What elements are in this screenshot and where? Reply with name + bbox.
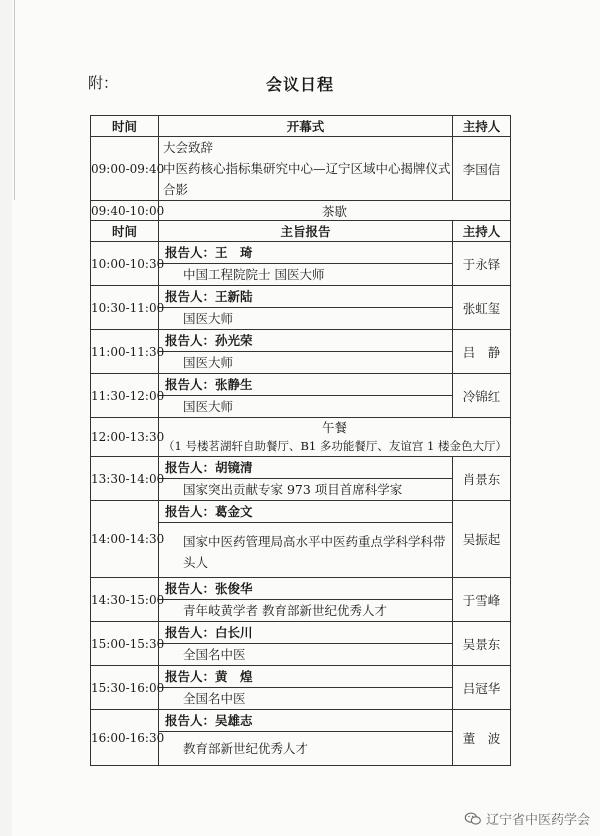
report-row xyxy=(91,242,511,286)
report-speaker: 报告人：葛金文 xyxy=(159,501,452,523)
report-speaker: 报告人：王 琦 xyxy=(159,242,452,264)
report-time: 16:00-16:30 xyxy=(91,710,159,766)
header-host: 主持人 xyxy=(453,221,511,242)
report-speaker-title: 国医大师 xyxy=(183,311,234,326)
report-speaker: 报告人：王新陆 xyxy=(159,286,452,308)
tea-break-row xyxy=(91,201,511,221)
lunch-cell xyxy=(159,418,511,457)
report-time: 14:00-14:30 xyxy=(91,501,159,578)
report-speaker-title: 教育部新世纪优秀人才 xyxy=(183,741,309,756)
report-speaker: 报告人：胡镜清 xyxy=(159,457,452,479)
schedule-table xyxy=(90,115,511,766)
report-time: 11:30-12:00 xyxy=(91,374,159,418)
report-row xyxy=(91,622,511,666)
tea-break-label: 茶歇 xyxy=(159,201,511,221)
report-cell xyxy=(159,501,453,578)
report-time: 10:30-11:00 xyxy=(91,286,159,330)
report-host: 张虹玺 xyxy=(453,286,511,330)
report-speaker: 报告人：黄 煌 xyxy=(159,666,452,688)
opening-item: 中医药核心指标集研究中心—辽宁区域中心揭牌仪式 xyxy=(163,161,451,176)
lunch-venue: （1 号楼茗湖轩自助餐厅、B1 多功能餐厅、友谊宫 1 楼金色大厅） xyxy=(163,439,508,453)
report-time: 10:00-10:30 xyxy=(91,242,159,286)
report-cell xyxy=(159,666,453,710)
report-cell xyxy=(159,374,453,418)
opening-item: 合影 xyxy=(163,182,189,197)
page-edge-line xyxy=(14,0,15,200)
opening-header-row xyxy=(91,116,511,137)
report-speaker: 报告人：白长川 xyxy=(159,622,452,644)
report-host: 吕冠华 xyxy=(453,666,511,710)
opening-row xyxy=(91,137,511,201)
header-opening: 开幕式 xyxy=(159,116,453,137)
report-time: 15:00-15:30 xyxy=(91,622,159,666)
report-time: 13:30-14:00 xyxy=(91,457,159,501)
report-cell xyxy=(159,578,453,622)
header-time: 时间 xyxy=(91,116,159,137)
page-title: 会议日程 xyxy=(265,75,334,94)
report-cell xyxy=(159,457,453,501)
report-row xyxy=(91,666,511,710)
report-row xyxy=(91,457,511,501)
watermark-text: 辽宁省中医药学会 xyxy=(485,813,590,828)
header-keynote: 主旨报告 xyxy=(159,221,453,242)
report-cell xyxy=(159,330,453,374)
report-time: 11:00-11:30 xyxy=(91,330,159,374)
opening-items xyxy=(159,137,453,201)
report-row xyxy=(91,578,511,622)
report-row xyxy=(91,330,511,374)
header-time: 时间 xyxy=(91,221,159,242)
tea-break-time: 09:40-10:00 xyxy=(91,201,159,221)
report-host: 吕 静 xyxy=(453,330,511,374)
report-time: 15:30-16:00 xyxy=(91,666,159,710)
report-host: 于雪峰 xyxy=(453,578,511,622)
report-speaker-title: 国医大师 xyxy=(183,399,234,414)
report-speaker: 报告人：张静生 xyxy=(159,374,452,396)
report-host: 吴景东 xyxy=(453,622,511,666)
opening-host: 李国信 xyxy=(453,137,511,201)
lunch-row xyxy=(91,418,511,457)
report-speaker: 报告人：吴雄志 xyxy=(159,710,452,732)
report-row xyxy=(91,286,511,330)
report-speaker-title: 国家中医药管理局高水平中医药重点学科学科带头人 xyxy=(183,534,446,570)
report-speaker-title: 全国名中医 xyxy=(183,647,246,662)
attachment-label: 附： xyxy=(88,74,119,92)
report-speaker: 报告人：孙光荣 xyxy=(159,330,452,352)
lunch-label: 午餐 xyxy=(321,420,347,435)
report-speaker-title: 全国名中医 xyxy=(183,691,246,706)
report-host: 董 波 xyxy=(453,710,511,766)
report-cell xyxy=(159,286,453,330)
opening-item: 大会致辞 xyxy=(163,140,214,155)
report-speaker-title: 青年岐黄学者 教育部新世纪优秀人才 xyxy=(183,603,387,618)
header-host: 主持人 xyxy=(453,116,511,137)
report-row xyxy=(91,710,511,766)
keynote-header-row xyxy=(91,221,511,242)
report-speaker-title: 国家突出贡献专家 973 项目首席科学家 xyxy=(183,482,403,497)
report-cell xyxy=(159,622,453,666)
report-host: 冷锦红 xyxy=(453,374,511,418)
report-time: 14:30-15:00 xyxy=(91,578,159,622)
opening-time: 09:00-09:40 xyxy=(91,137,159,201)
report-speaker-title: 国医大师 xyxy=(183,355,234,370)
lunch-time: 12:00-13:30 xyxy=(91,418,159,457)
report-host: 肖景东 xyxy=(453,457,511,501)
report-cell xyxy=(159,710,453,766)
wechat-icon xyxy=(464,812,482,826)
report-host: 于永铎 xyxy=(453,242,511,286)
watermark xyxy=(464,809,590,828)
report-row xyxy=(91,374,511,418)
report-row xyxy=(91,501,511,578)
report-speaker-title: 中国工程院院士 国医大师 xyxy=(183,267,325,282)
report-cell xyxy=(159,242,453,286)
report-speaker: 报告人：张俊华 xyxy=(159,578,452,600)
report-host: 吴振起 xyxy=(453,501,511,578)
